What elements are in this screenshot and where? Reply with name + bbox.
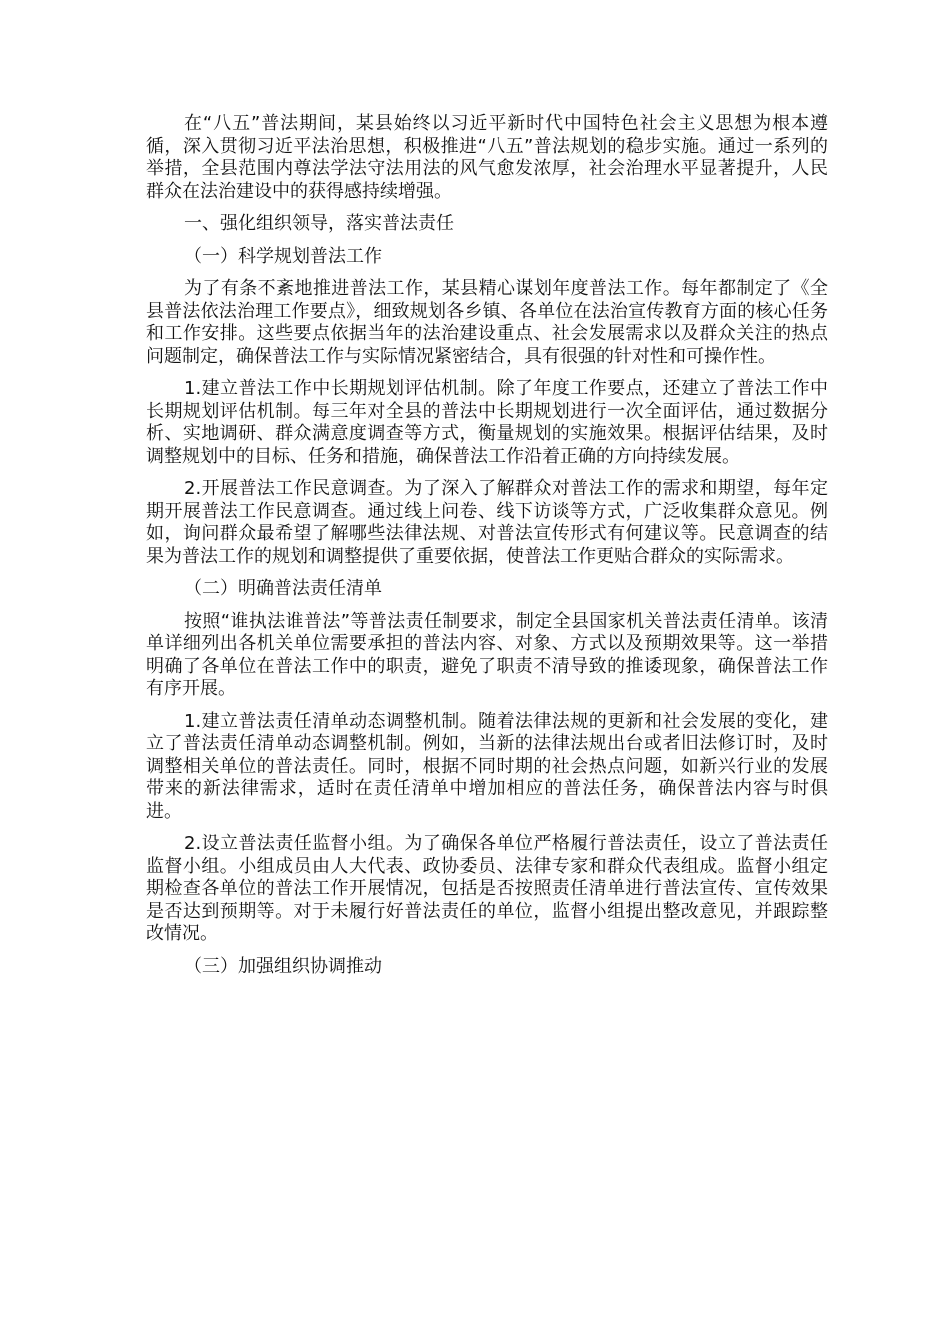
subsection-3-heading: （三）加强组织协调推动: [184, 955, 382, 977]
subsection-2-item-2: 2.设立普法责任监督小组。为了确保各单位严格履行普法责任，设立了普法责任监督小组。小组成员由人大代表、政协委员、法律专家和群众代表组成。监督小组定期检查各单位的普法工作开展情况，包括是否按照责任清单进行普法宣传、宣传效果是否达到预期等。对于未履行好普法责任的单位，监督小组提出整改意见，并跟踪整改情况。: [146, 833, 828, 944]
subsection-1-heading: （一）科学规划普法工作: [184, 245, 382, 267]
subsection-2-paragraph: 按照“谁执法谁普法”等普法责任制要求，制定全县国家机关普法责任清单。该清单详细列出各机关单位需要承担的普法内容、对象、方式以及预期效果等。这一举措明确了各单位在普法工作中的职责，避免了职责不清导致的推诿现象，确保普法工作有序开展。: [146, 610, 828, 699]
intro-paragraph: 在“八五”普法期间，某县始终以习近平新时代中国特色社会主义思想为根本遵循，深入贯彻习近平法治思想，积极推进“八五”普法规划的稳步实施。通过一系列的举措，全县范围内尊法学法守法用法的风气愈发浓厚，社会治理水平显著提升，人民群众在法治建设中的获得感持续增强。: [146, 113, 828, 202]
subsection-1-paragraph: 为了有条不紊地推进普法工作，某县精心谋划年度普法工作。每年都制定了《全县普法依法治理工作要点》，细致规划各乡镇、各单位在法治宣传教育方面的核心任务和工作安排。这些要点依据当年的法治建设重点、社会发展需求以及群众关注的热点问题制定，确保普法工作与实际情况紧密结合，具有很强的针对性和可操作性。: [146, 278, 828, 367]
subsection-1-item-1: 1.建立普法工作中长期规划评估机制。除了年度工作要点，还建立了普法工作中长期规划评估机制。每三年对全县的普法中长期规划进行一次全面评估，通过数据分析、实地调研、群众满意度调查等方式，衡量规划的实施效果。根据评估结果，及时调整规划中的目标、任务和措施，确保普法工作沿着正确的方向持续发展。: [146, 378, 828, 467]
subsection-2-item-1: 1.建立普法责任清单动态调整机制。随着法律法规的更新和社会发展的变化，建立了普法责任清单动态调整机制。例如，当新的法律法规出台或者旧法修订时，及时调整相关单位的普法责任。同时，根据不同时期的社会热点问题，如新兴行业的发展带来的新法律需求，适时在责任清单中增加相应的普法任务，确保普法内容与时俱进。: [146, 710, 828, 822]
subsection-1-item-2: 2.开展普法工作民意调查。为了深入了解群众对普法工作的需求和期望，每年定期开展普法工作民意调查。通过线上问卷、线下访谈等方式，广泛收集群众意见。例如，询问群众最希望了解哪些法律法规、对普法宣传形式有何建议等。民意调查的结果为普法工作的规划和调整提供了重要依据，使普法工作更贴合群众的实际需求。: [146, 478, 828, 567]
document-page: [146, 113, 828, 978]
section-1-heading: 一、强化组织领导，落实普法责任: [184, 213, 454, 234]
subsection-2-heading: （二）明确普法责任清单: [184, 578, 382, 599]
